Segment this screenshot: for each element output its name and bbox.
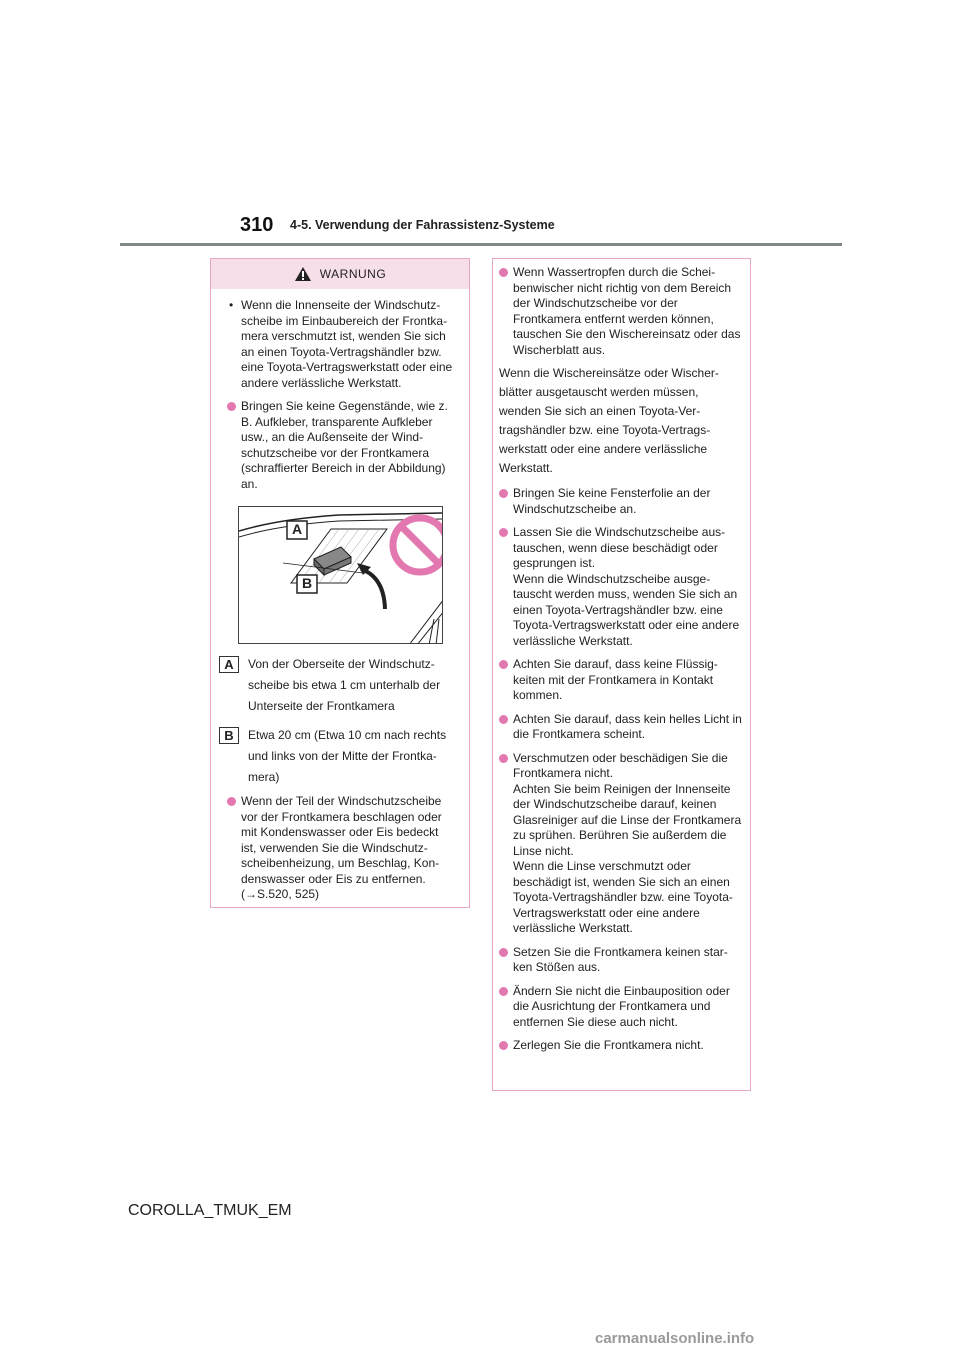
note-line: Werkstatt. <box>499 461 553 475</box>
legend-text-a-line-3: Unterseite der Frontkamera <box>248 699 395 713</box>
bullet-dot-icon <box>499 660 508 669</box>
note-line: wenden Sie sich an einen Toyota-Ver- <box>499 404 701 418</box>
note-line: blätter ausgetauscht werden müssen, <box>499 385 699 399</box>
legend-text-a-line-1: Von der Oberseite der Windschutz- <box>248 657 435 671</box>
warning-triangle-icon <box>294 266 312 282</box>
bullet-dot-icon <box>499 268 508 277</box>
bullet-dot-icon <box>227 797 236 806</box>
bullet-dot-icon <box>499 948 508 957</box>
caution-text: Achten Sie darauf, dass kein helles Licht in die Frontkamera scheint. <box>513 711 742 741</box>
bullet-dot-icon <box>499 754 508 763</box>
caution-item <box>499 486 742 517</box>
caution-item <box>499 945 742 976</box>
bullet-dot-icon <box>227 402 236 411</box>
caution-item <box>499 751 742 937</box>
warning-bullet-text: Wenn der Teil der Windschutzscheibe vor der Frontkamera beschlagen oder mit Kondenswasser oder Eis bedeckt ist, verwenden Sie die Windschutzscheibenheizung, um Beschlag, Kondenswasser oder Eis zu entfernen. <box>241 794 442 886</box>
note-line: werkstatt oder eine andere verlässliche <box>499 442 708 456</box>
caution-text: Wenn Wassertropfen durch die Scheibenwischer nicht richtig von dem Bereich der Windschutzscheibe vor der Frontkamera entfernt werden können, tauschen Sie den Wischereinsatz oder das Wischerblatt aus. <box>513 265 741 357</box>
caution-text: Verschmutzen oder beschädigen Sie die Frontkamera nicht. <box>513 750 728 780</box>
caution-text: Ändern Sie nicht die Einbauposition oder die Ausrichtung der Frontkamera und entfernen Sie diese auch nicht. <box>513 983 730 1029</box>
caution-item <box>499 1038 742 1054</box>
caution-text: Setzen Sie die Frontkamera keinen starken Stößen aus. <box>513 944 728 974</box>
warning-bullet-text: Bringen Sie keine Gegenstände, wie z. B. Aufkleber, transparente Aufkleber usw., an die Außenseite der Windschutzscheibe vor der Frontkamera (schraffierter Bereich in der Abbildung) an. <box>241 399 448 491</box>
wiper-replacement-note <box>499 364 742 478</box>
caution-text: Achten Sie beim Reinigen der Innenseite der Windschutzscheibe darauf, keinen Glasreiniger auf die Linse der Frontkamera zu sprühen. Berühren Sie außerdem die Linse nicht. <box>513 781 742 858</box>
caution-item <box>499 712 742 743</box>
illustration-drawing <box>239 507 443 644</box>
windshield-camera-illustration <box>238 506 443 644</box>
warning-bullet-item <box>227 794 457 903</box>
warning-dash-item <box>227 298 457 391</box>
caution-item <box>499 984 742 1031</box>
illustration-label-a: A <box>292 521 303 537</box>
bullet-dot-icon <box>499 1041 508 1050</box>
section-title: 4-5. Verwendung der Fahrassistenz-Systeme <box>290 218 555 232</box>
model-code-footer: COROLLA_TMUK_EM <box>128 1202 292 1219</box>
watermark: carmanualsonline.info <box>595 1330 755 1347</box>
caution-text: Wenn die Windschutzscheibe ausgetauscht werden muss, wenden Sie sich an einen Toyota-Vertragshändler bzw. eine Toyota-Vertragswerkstatt oder eine andere verlässliche Werkstatt. <box>513 571 740 648</box>
warning-bullet-item <box>227 399 457 492</box>
legend-item-b <box>219 725 457 788</box>
legend-key-b: B <box>219 727 239 744</box>
legend-text-b-line-1: Etwa 20 cm (Etwa 10 cm nach rechts <box>248 728 447 742</box>
dash-marker: • <box>229 298 234 312</box>
bullet-dot-icon <box>499 528 508 537</box>
legend-text-a-line-2: scheibe bis etwa 1 cm unterhalb der <box>248 678 441 692</box>
caution-text: Achten Sie darauf, dass keine Flüssigkeiten mit der Frontkamera in Kontakt kommen. <box>513 657 718 702</box>
header-divider <box>120 243 842 246</box>
legend-key-a: A <box>219 656 239 673</box>
bullet-dot-icon <box>499 489 508 498</box>
warning-header <box>211 259 469 289</box>
caution-item <box>499 657 742 704</box>
bullet-dot-icon <box>499 715 508 724</box>
legend-item-a <box>219 654 457 717</box>
legend-text-b-line-2: und links von der Mitte der Frontka- <box>248 749 437 763</box>
page-number: 310 <box>240 214 274 236</box>
warning-box <box>210 258 470 908</box>
caution-text: Bringen Sie keine Fensterfolie an der Windschutzscheibe an. <box>513 486 711 516</box>
caution-item <box>499 265 742 358</box>
caution-text: Lassen Sie die Windschutzscheibe austauschen, wenn diese beschädigt oder gesprungen ist. <box>513 525 726 570</box>
page-reference: (→S.520, 525) <box>241 887 320 901</box>
illustration-label-b: B <box>302 575 313 591</box>
legend-text-b-line-3: mera) <box>248 770 280 784</box>
caution-box <box>492 258 751 1091</box>
caution-item <box>499 525 742 649</box>
note-line: tragshändler bzw. eine Toyota-Vertrags- <box>499 423 711 437</box>
caution-text: Wenn die Linse verschmutzt oder beschädigt ist, wenden Sie sich an einen Toyota-Vertragshändler bzw. eine Toyota-Vertragswerkstatt oder eine andere verlässliche Werkstatt. <box>513 859 733 935</box>
note-line: Wenn die Wischereinsätze oder Wischer- <box>499 366 719 380</box>
caution-text: Zerlegen Sie die Frontkamera nicht. <box>513 1038 704 1052</box>
bullet-dot-icon <box>499 987 508 996</box>
warning-dash-text: Wenn die Innenseite der Windschutzscheibe im Einbaubereich der Frontkamera verschmutzt ist, wenden Sie sich an einen Toyota-Vertragshändler bzw. eine Toyota-Vertragswerkstatt oder eine andere verlässliche Werkstatt. <box>241 298 453 390</box>
warning-title: WARNUNG <box>319 267 387 281</box>
